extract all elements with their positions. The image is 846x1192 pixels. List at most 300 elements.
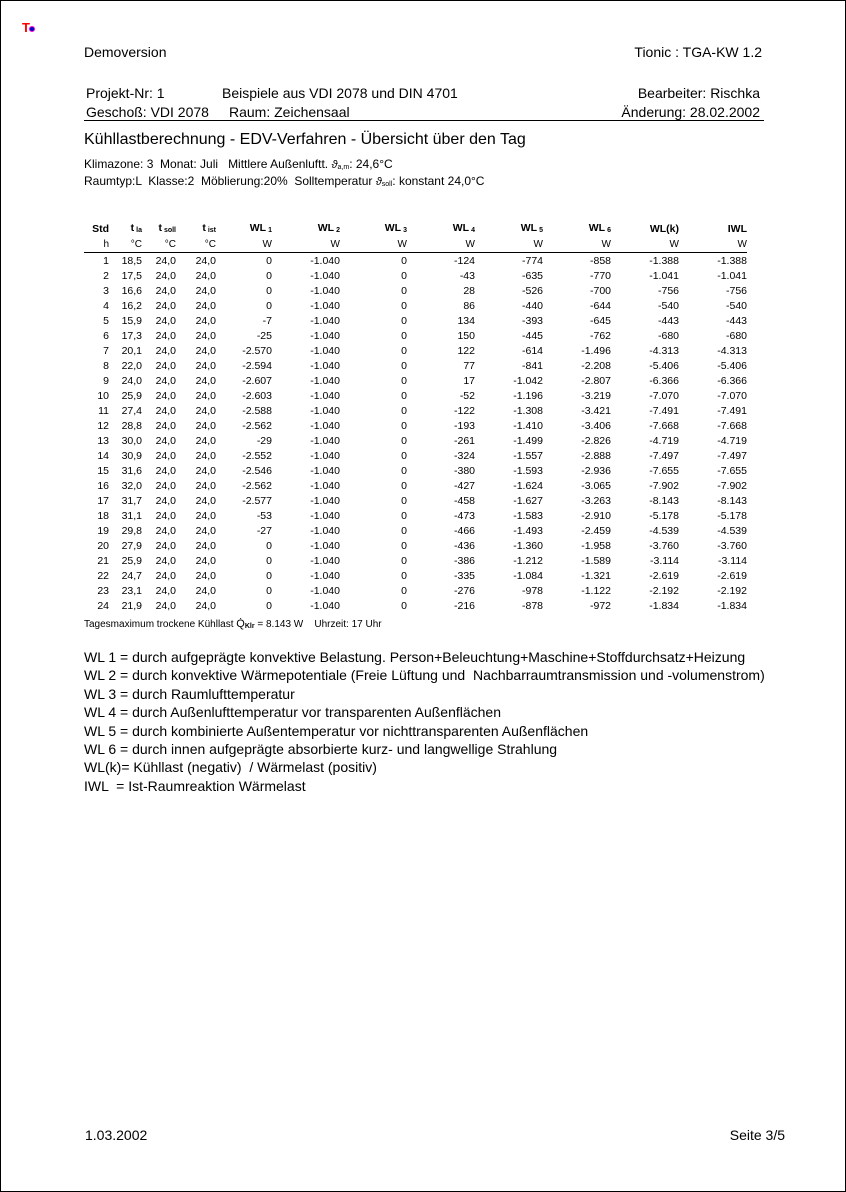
table-row [84,359,747,374]
table-row [84,569,747,584]
theta-subscript: soll [381,181,393,188]
table-cell: -7.491 [717,405,747,417]
unit-cell: h [84,238,109,253]
unit-cell: W [272,238,340,253]
table-cell: -2.807 [581,375,611,387]
unit-cell: °C [109,238,142,253]
table-cell: -1.388 [649,255,679,267]
table-cell: 24,0 [155,315,176,327]
legend-item: WL 2 = durch konvektive Wärmepotentiale (Freie Lüftung und Nachbarraumtransmission und -volumenstrom) [84,667,765,684]
table-cell: 24,0 [195,465,216,477]
column-header [109,221,142,238]
table-cell: 86 [463,300,475,312]
table-cell: 24,0 [195,420,216,432]
table-cell: -680 [725,330,747,342]
table-cell: -8.143 [717,495,747,507]
climate-params [84,157,393,171]
table-cell: -43 [459,270,475,282]
table-cell: -1.040 [310,390,340,402]
page-title: Kühllastberechnung - EDV-Verfahren - Übersicht über den Tag [84,131,526,148]
table-cell: 24,0 [155,285,176,297]
column-header [475,221,543,238]
table-cell: 0 [401,330,407,342]
column-header-label: WL [520,222,538,234]
table-cell: 24,0 [195,600,216,612]
table-cell: 150 [457,330,475,342]
table-cell: 0 [401,585,407,597]
table-cell: 24,0 [155,405,176,417]
column-header-subscript: 1 [268,227,272,234]
table-cell: -1.834 [649,600,679,612]
summary-label: Tagesmaximum trockene Kühllast [84,619,237,630]
table-cell: 0 [401,300,407,312]
table-cell: 24,0 [155,495,176,507]
table-row [84,253,747,270]
table-cell: 24,0 [155,480,176,492]
table-header-row [84,221,747,238]
table-cell: -774 [521,255,543,267]
table-cell: 24,0 [195,360,216,372]
table-cell: -3.114 [718,555,747,567]
table-cell: -1.040 [310,270,340,282]
table-cell: 24,0 [195,300,216,312]
table-cell: -1.557 [513,450,543,462]
column-header [679,221,747,238]
table-cell: 24,0 [195,585,216,597]
table-cell: 12 [97,420,109,432]
table-cell: 31,7 [121,495,142,507]
theta-symbol: ϑ [375,176,382,188]
table-cell: 28 [463,285,475,297]
table-row [84,554,747,569]
header-divider [84,120,764,121]
room-params-text: Raumtyp:L Klasse:2 Möblierung:20% Solltemperatur [84,174,376,188]
table-cell: 24,0 [155,360,176,372]
unit-cell: W [216,238,272,253]
table-cell: 24,0 [195,375,216,387]
page-number: Seite 3/5 [729,1127,785,1143]
table-cell: -6.366 [717,375,747,387]
table-cell: -1.040 [310,435,340,447]
table-cell: -427 [453,480,475,492]
table-cell: -3.760 [717,540,747,552]
table-cell: 0 [266,585,272,597]
table-cell: -6.366 [649,375,679,387]
table-cell: 24,0 [195,480,216,492]
table-cell: -1.040 [310,315,340,327]
table-cell: 17 [463,375,475,387]
table-cell: 5 [103,315,109,327]
table-cell: -1.040 [310,570,340,582]
table-cell: 24,0 [155,375,176,387]
column-header-label: t [130,222,135,234]
demo-label: Demoversion [84,44,167,60]
floor: Geschoß: VDI 2078 [86,104,209,120]
table-row [84,284,747,299]
table-cell: -1.040 [310,330,340,342]
table-cell: 24,0 [195,555,216,567]
table-cell: 24,0 [155,540,176,552]
table-cell: -526 [521,285,543,297]
table-cell: -1.122 [581,585,611,597]
table-cell: -858 [589,255,611,267]
table-cell: 0 [401,465,407,477]
table-cell: 22,0 [121,360,142,372]
table-cell: -762 [589,330,611,342]
table-cell: -458 [453,495,475,507]
table-row [84,389,747,404]
table-row [84,299,747,314]
unit-cell: °C [142,238,176,253]
table-cell: -1.040 [310,300,340,312]
table-cell: -7.491 [649,405,679,417]
table-cell: 22 [97,570,109,582]
editor: Bearbeiter: Rischka [637,85,760,101]
table-cell: 0 [266,300,272,312]
table-cell: -27 [256,525,272,537]
table-cell: -1.493 [513,525,543,537]
table-cell: -216 [453,600,475,612]
table-cell: -1.627 [513,495,543,507]
table-cell: -1.040 [310,510,340,522]
table-cell: -3.219 [581,390,611,402]
table-cell: -4.719 [717,435,747,447]
table-cell: -2.603 [242,390,272,402]
table-cell: 27,9 [121,540,142,552]
table-cell: -1.040 [310,420,340,432]
table-cell: 0 [401,525,407,537]
table-cell: -3.406 [581,420,611,432]
table-cell: -7.655 [717,465,747,477]
table-cell: -261 [453,435,475,447]
table-cell: 18,5 [121,255,142,267]
table-cell: -52 [459,390,475,402]
unit-cell: °C [176,238,216,253]
table-cell: -1.040 [310,285,340,297]
table-cell: 24,0 [195,390,216,402]
table-cell: -700 [589,285,611,297]
table-cell: 16,6 [121,285,142,297]
table-cell: -841 [521,360,543,372]
table-cell: 24,0 [155,330,176,342]
table-cell: 24,0 [155,585,176,597]
table-cell: 0 [401,360,407,372]
table-cell: -680 [657,330,679,342]
table-cell: -7.902 [717,480,747,492]
column-header-label: WL [317,222,335,234]
column-header-subscript: 5 [539,227,543,234]
table-cell: -4.719 [649,435,679,447]
table-cell: 24,0 [195,570,216,582]
table-cell: -7 [262,315,272,327]
table-cell: 24,0 [195,495,216,507]
table-cell: -29 [256,435,272,447]
table-cell: -1.360 [513,540,543,552]
table-row [84,479,747,494]
table-cell: -1.084 [513,570,543,582]
table-cell: -756 [725,285,747,297]
table-cell: -1.196 [513,390,543,402]
table-cell: 17,5 [121,270,142,282]
unit-cell: W [340,238,407,253]
table-cell: 15 [97,465,109,477]
table-cell: -445 [521,330,543,342]
table-cell: -2.619 [717,570,747,582]
unit-cell: W [543,238,611,253]
table-cell: 14 [97,450,109,462]
column-header [340,221,407,238]
table-cell: 7 [103,345,109,357]
table-cell: -1.499 [513,435,543,447]
table-cell: -5.406 [649,360,679,372]
table-cell: -386 [453,555,475,567]
table-cell: 0 [401,480,407,492]
table-cell: -1.040 [310,465,340,477]
table-cell: -1.212 [513,555,543,567]
table-cell: -1.958 [581,540,611,552]
table-cell: 24,0 [195,270,216,282]
table-cell: -7.497 [717,450,747,462]
table-cell: 3 [103,285,109,297]
table-cell: 24,0 [155,270,176,282]
table-cell: 24,0 [155,510,176,522]
table-cell: -7.070 [717,390,747,402]
table-cell: 0 [266,270,272,282]
column-header-subscript: 2 [336,227,340,234]
table-row [84,584,747,599]
table-cell: -2.546 [242,465,272,477]
table-row [84,344,747,359]
table-cell: 0 [266,285,272,297]
table-cell: -1.041 [717,270,747,282]
table-cell: 1 [103,255,109,267]
table-row [84,314,747,329]
table-units-row [84,238,747,253]
change-date: Änderung: 28.02.2002 [621,104,760,120]
table-cell: 24,0 [155,255,176,267]
column-header-subscript: la [136,227,142,234]
table-cell: 0 [401,540,407,552]
table-row [84,509,747,524]
column-header [543,221,611,238]
table-cell: -1.589 [581,555,611,567]
table-cell: 0 [401,570,407,582]
table-cell: -193 [453,420,475,432]
table-cell: -1.042 [513,375,543,387]
table-cell: -2.459 [581,525,611,537]
column-header-label: WL [384,222,402,234]
table-cell: 0 [401,555,407,567]
table-row [84,464,747,479]
column-header-label: WL [249,222,267,234]
legend-item: WL 1 = durch aufgeprägte konvektive Belastung. Person+Beleuchtung+Maschine+Stoffdurchsatz+Heizung [84,649,746,665]
table-cell: 30,0 [121,435,142,447]
legend-item: WL 6 = durch innen aufgeprägte absorbierte kurz- und langwellige Strahlung [84,741,558,758]
table-cell: -1.410 [513,420,543,432]
table-cell: -7.070 [649,390,679,402]
tionic-logo-icon: T [22,21,36,35]
table-cell: 4 [103,300,109,312]
table-cell: 20,1 [121,345,142,357]
column-header [611,221,679,238]
column-header-subscript: 4 [471,227,475,234]
table-cell: -324 [453,450,475,462]
table-cell: -53 [256,510,272,522]
table-cell: -2.936 [581,465,611,477]
table-cell: -1.040 [310,375,340,387]
table-cell: 0 [401,435,407,447]
table-cell: 21 [97,555,109,567]
daily-max-summary [84,618,382,630]
table-cell: -2.607 [242,375,272,387]
table-cell: -1.583 [513,510,543,522]
table-cell: -1.388 [717,255,747,267]
column-header-subscript: soll [163,227,176,234]
table-cell: -978 [521,585,543,597]
table-cell: 24,0 [195,510,216,522]
table-cell: 24,0 [195,330,216,342]
table-cell: -4.313 [717,345,747,357]
table-row [84,434,747,449]
unit-cell: W [611,238,679,253]
table-cell: 24,0 [155,450,176,462]
table-cell: -635 [521,270,543,282]
table-cell: -614 [521,345,543,357]
table-cell: -3.760 [649,540,679,552]
table-cell: -2.588 [242,405,272,417]
table-cell: -393 [521,315,543,327]
table-cell: -3.114 [650,555,679,567]
table-cell: 0 [401,375,407,387]
table-cell: -7.668 [649,420,679,432]
table-cell: -5.178 [649,510,679,522]
table-cell: 23,1 [121,585,142,597]
table-cell: 24,0 [155,465,176,477]
table-row [84,524,747,539]
table-cell: 11 [98,405,109,417]
table-cell: -2.888 [581,450,611,462]
summary-value: = 8.143 W Uhrzeit: 17 Uhr [254,619,382,630]
room: Raum: Zeichensaal [229,104,350,120]
table-cell: -540 [725,300,747,312]
table-cell: 24,7 [121,570,142,582]
table-cell: 24,0 [195,435,216,447]
table-cell: -2.570 [242,345,272,357]
table-cell: 0 [266,255,272,267]
table-cell: -2.208 [581,360,611,372]
table-body [84,253,747,615]
table-cell: -1.040 [310,495,340,507]
column-header-label: IWL [727,223,747,235]
table-cell: 24,0 [155,570,176,582]
table-cell: -25 [256,330,272,342]
table-cell: 25,9 [121,390,142,402]
table-cell: 24,0 [155,525,176,537]
table-cell: 30,9 [121,450,142,462]
table-cell: -2.192 [649,585,679,597]
table-cell: 24,0 [121,375,142,387]
table-cell: -380 [453,465,475,477]
table-cell: -122 [453,405,475,417]
legend [84,648,765,795]
q-dot-symbol: Q̇ [236,618,245,630]
table-cell: 25,9 [121,555,142,567]
product-name: Tionic : TGA-KW 1.2 [634,44,762,60]
table-cell: 0 [401,405,407,417]
table-cell: 24,0 [195,255,216,267]
column-header [216,221,272,238]
legend-item: WL 3 = durch Raumlufttemperatur [84,685,295,702]
legend-item: IWL = Ist-Raumreaktion Wärmelast [84,777,306,794]
table-cell: 122 [457,345,475,357]
table-cell: 0 [401,600,407,612]
table-cell: 24,0 [155,555,176,567]
table-cell: 27,4 [121,405,142,417]
table-cell: -436 [453,540,475,552]
table-cell: 0 [401,420,407,432]
table-cell: -1.593 [513,465,543,477]
column-header [84,221,109,238]
table-cell: 17,3 [121,330,142,342]
table-cell: -1.040 [310,405,340,417]
table-cell: -1.040 [310,345,340,357]
mean-outdoor-temp: : 24,6°C [349,157,393,171]
climate-params-text: Klimazone: 3 Monat: Juli Mittlere Außenluftt. [84,157,332,171]
q-subscript: Klr [244,623,255,630]
table-cell: -1.834 [717,600,747,612]
table-cell: -4.539 [717,525,747,537]
table-cell: 24,0 [195,345,216,357]
table-cell: -1.040 [310,360,340,372]
table-cell: 24,0 [195,540,216,552]
table-cell: 0 [266,555,272,567]
table-cell: -645 [589,315,611,327]
table-cell: 2 [103,270,109,282]
table-row [84,269,747,284]
table-cell: -540 [657,300,679,312]
table-cell: -466 [453,525,475,537]
table-cell: -4.313 [649,345,679,357]
table-cell: 0 [401,255,407,267]
table-cell: 9 [103,375,109,387]
table-cell: 23 [97,585,109,597]
print-date: 1.03.2002 [85,1127,148,1143]
table-cell: -5.406 [717,360,747,372]
table-cell: -2.192 [717,585,747,597]
table-cell: -473 [453,510,475,522]
column-header-label: t [158,222,162,234]
table-cell: -1.040 [310,555,340,567]
table-cell: -2.552 [242,450,272,462]
table-cell: -3.263 [581,495,611,507]
hourly-load-table [84,221,747,614]
table-cell: 17 [97,495,109,507]
table-cell: -2.910 [581,510,611,522]
column-header [176,221,216,238]
table-row [84,449,747,464]
table-cell: 18 [97,510,109,522]
table-cell: -3.065 [581,480,611,492]
table-cell: 0 [266,540,272,552]
project-description: Beispiele aus VDI 2078 und DIN 4701 [222,85,458,101]
table-row [84,539,747,554]
table-cell: 77 [463,360,475,372]
table-cell: 16 [97,480,109,492]
table-cell: -1.041 [649,270,679,282]
theta-subscript: a,m [337,164,350,171]
table-cell: -8.143 [649,495,679,507]
table-row [84,419,747,434]
